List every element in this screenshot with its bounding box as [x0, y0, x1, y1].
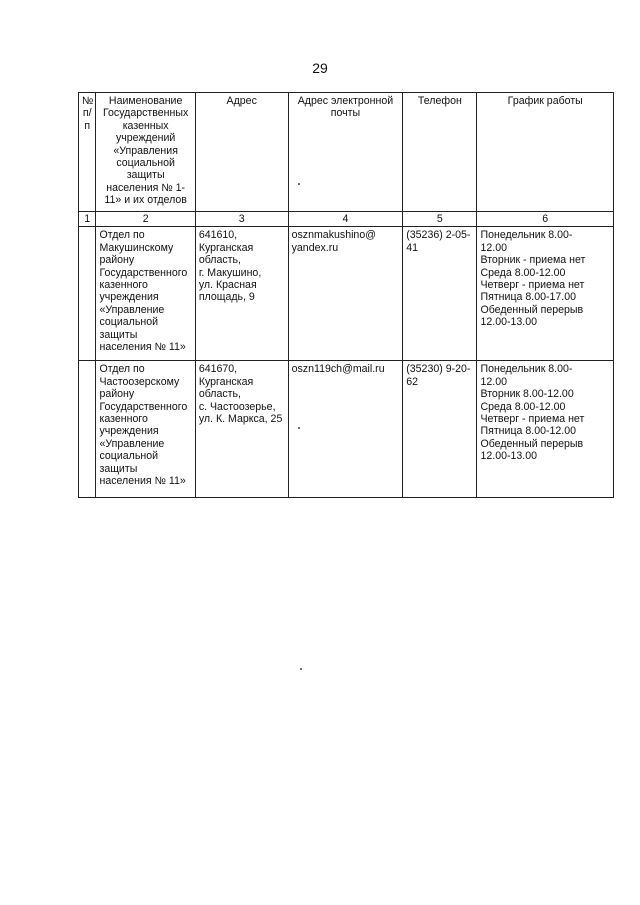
header-address: Адрес	[195, 93, 288, 212]
column-number: 4	[288, 212, 403, 227]
row-number	[79, 361, 96, 498]
row-number	[79, 227, 96, 361]
department-name: Отдел по Частоозерскому району Государственного казенного учреждения «Управление социальной защиты населения № 11»	[96, 361, 195, 498]
department-schedule: Понедельник 8.00- 12.00 Вторник 8.00-12.00 Среда 8.00-12.00 Четверг - приема нет Пятница 8.00-12.00 Обеденный перерыв 12.00-13.00	[477, 361, 614, 498]
table-header-row	[79, 93, 614, 212]
header-name: Наименование Государственных казенных учреждений «Управления социальной защиты населения № 1- 11» и их отделов	[96, 93, 195, 212]
column-number: 2	[96, 212, 195, 227]
institutions-table	[78, 92, 614, 498]
department-phone: (35230) 9-20- 62	[403, 361, 477, 498]
column-number: 1	[79, 212, 96, 227]
scan-speck	[298, 183, 300, 185]
table-row	[79, 227, 614, 361]
department-address: 641610, Курганская область, г. Макушино, ул. Красная площадь, 9	[195, 227, 288, 361]
column-number: 3	[195, 212, 288, 227]
column-number: 5	[403, 212, 477, 227]
department-address: 641670, Курганская область, с. Частоозерье, ул. К. Маркса, 25	[195, 361, 288, 498]
header-schedule: График работы	[477, 93, 614, 212]
department-email: osznmakushino@ yandex.ru	[288, 227, 403, 361]
table-row	[79, 361, 614, 498]
scan-speck	[300, 668, 302, 670]
header-email: Адрес электронной почты	[288, 93, 403, 212]
department-name: Отдел по Макушинскому району Государственного казенного учреждения «Управление социальной защиты населения № 11»	[96, 227, 195, 361]
department-phone: (35236) 2-05- 41	[403, 227, 477, 361]
column-numbers-row	[79, 212, 614, 227]
page-number: 29	[312, 60, 328, 76]
scan-speck	[298, 427, 300, 429]
column-number: 6	[477, 212, 614, 227]
department-schedule: Понедельник 8.00- 12.00 Вторник - приема нет Среда 8.00-12.00 Четверг - приема нет Пятница 8.00-17.00 Обеденный перерыв 12.00-13.00	[477, 227, 614, 361]
header-phone: Телефон	[403, 93, 477, 212]
department-email: oszn119ch@mail.ru	[288, 361, 403, 498]
header-number: № п/п	[79, 93, 96, 212]
